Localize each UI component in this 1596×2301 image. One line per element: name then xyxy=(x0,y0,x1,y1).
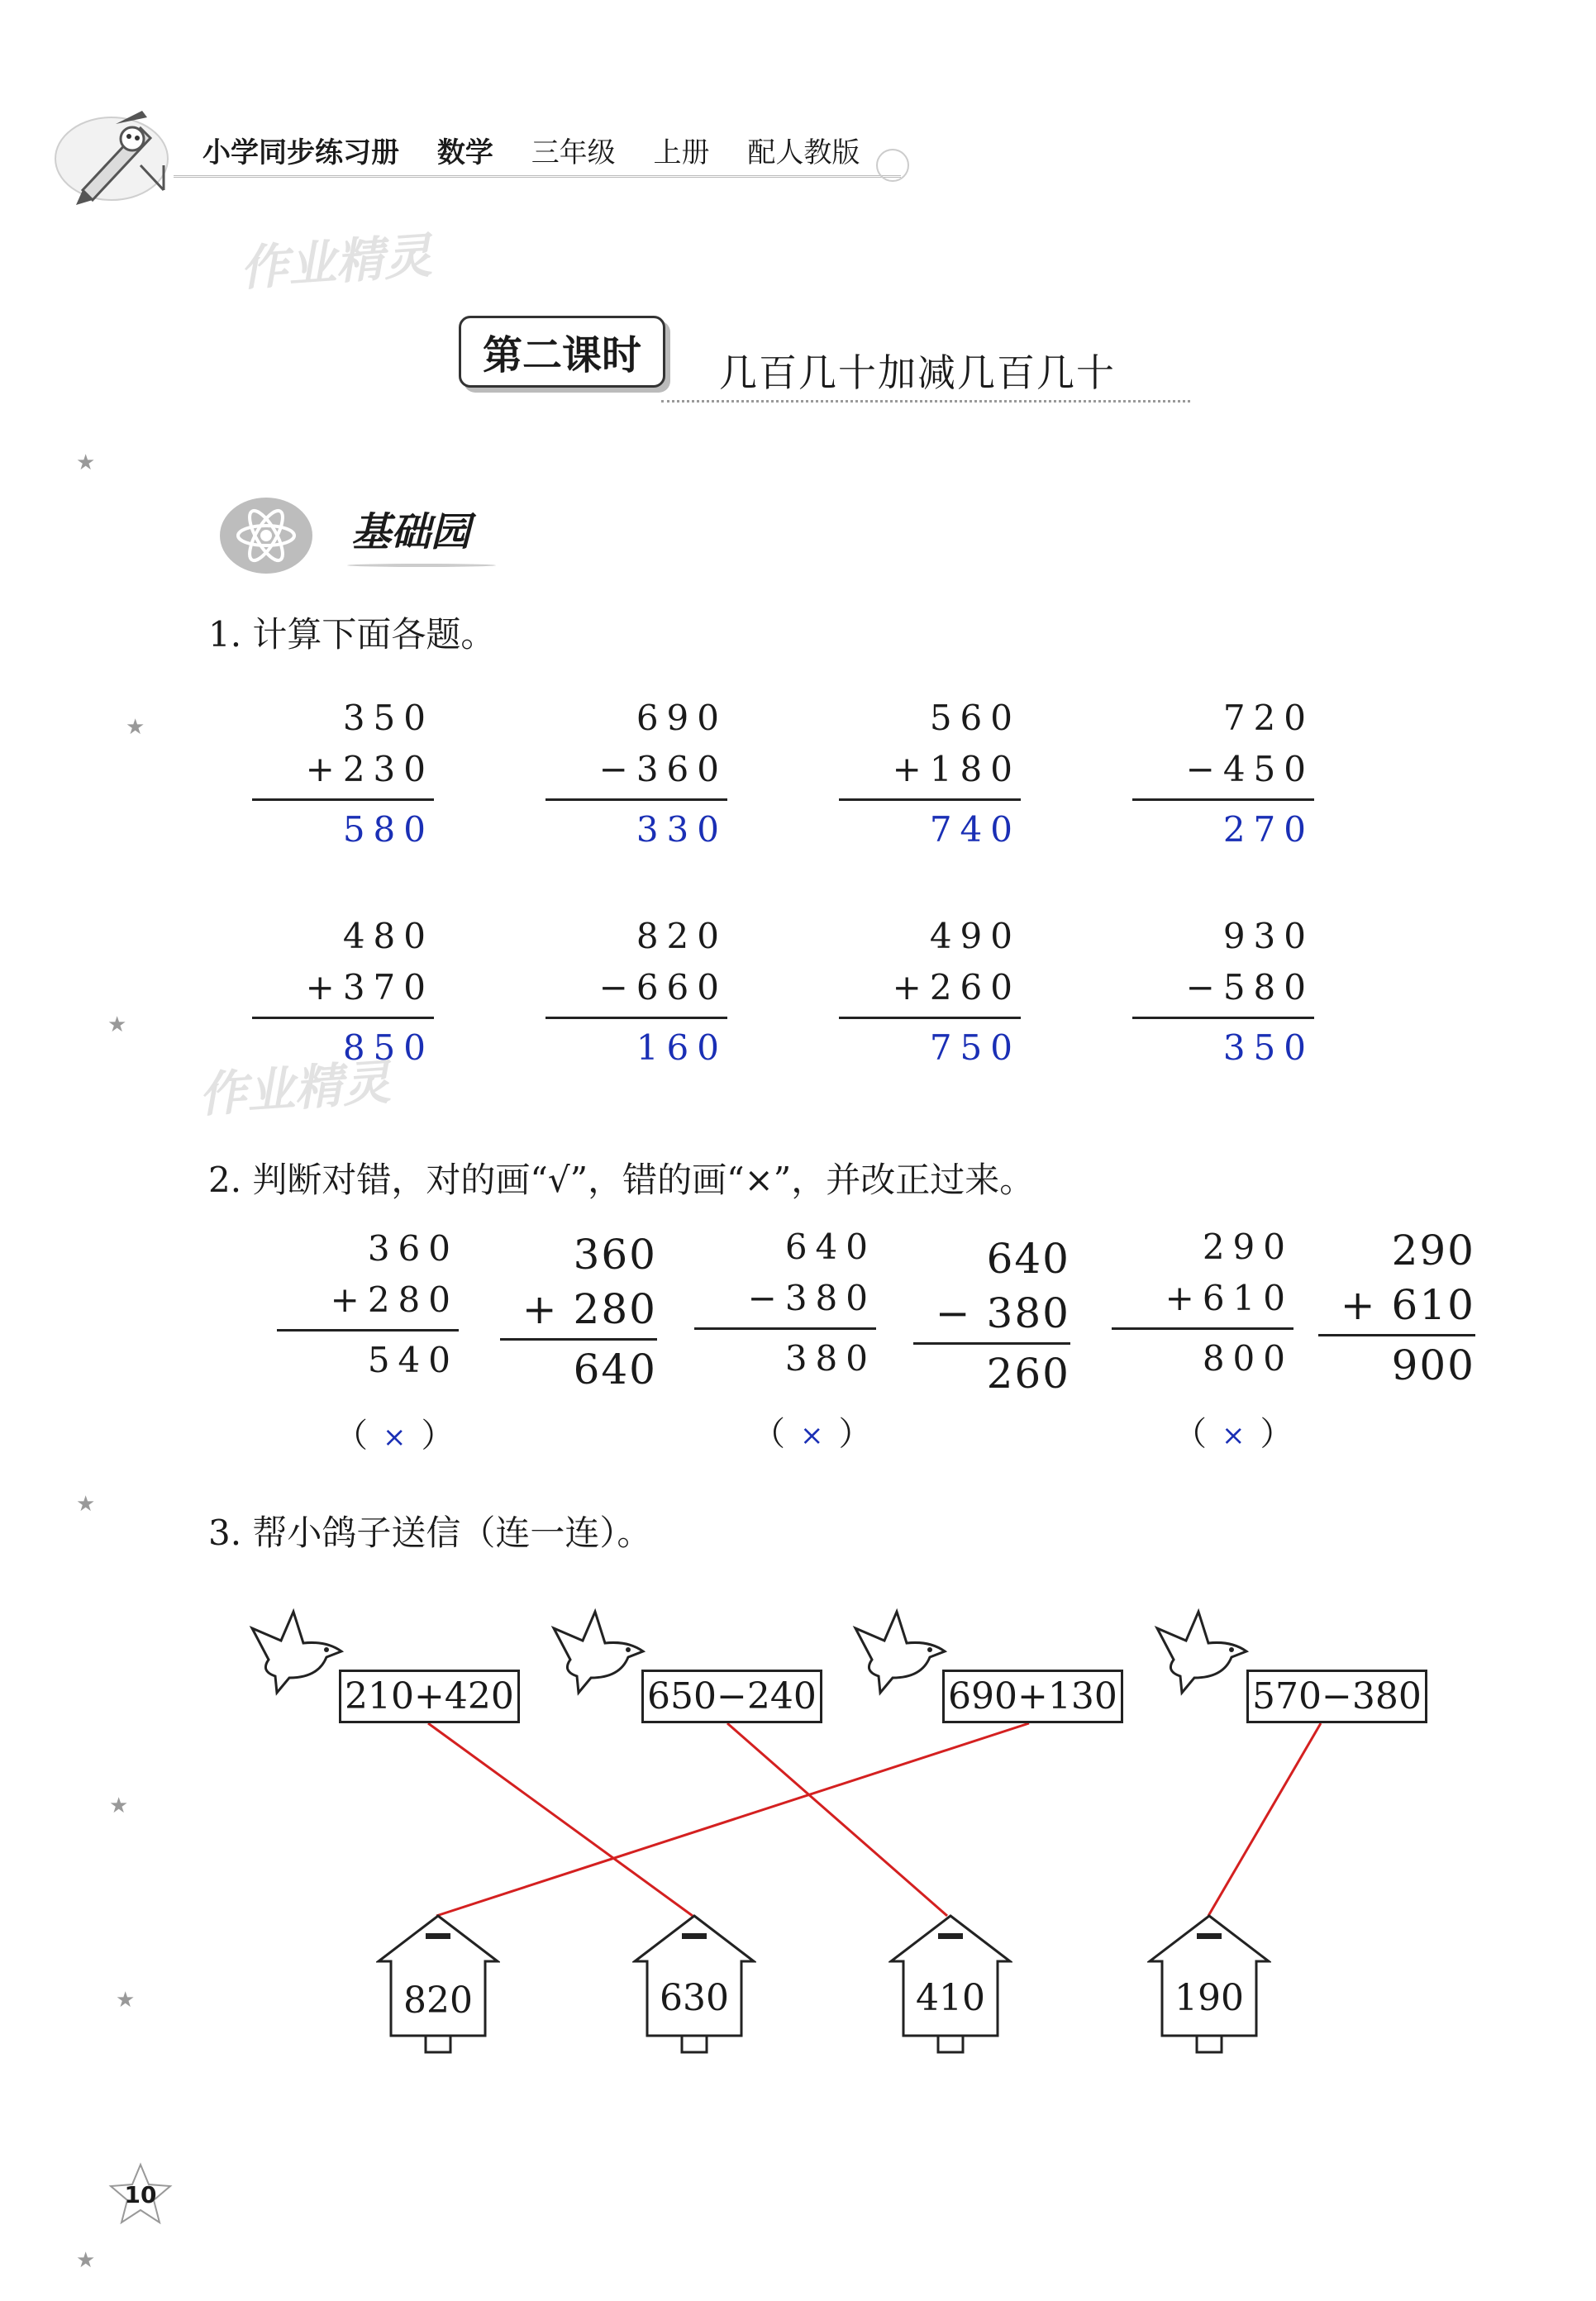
operand-bottom: +260 xyxy=(892,967,1021,1008)
operand-bottom: −450 xyxy=(1185,749,1314,789)
star-icon: ★ xyxy=(109,1794,129,1818)
operand-top: 930 xyxy=(1222,916,1314,956)
answer: 350 xyxy=(1222,1027,1314,1068)
operand-bottom: +280 xyxy=(330,1279,459,1320)
watermark-top: 作业精灵 xyxy=(238,226,434,297)
pigeon-icon xyxy=(847,1595,955,1703)
paren-open: （ xyxy=(1174,1415,1207,1453)
answer: 160 xyxy=(636,1027,727,1068)
pigeon-icon xyxy=(545,1595,653,1703)
watermark-middle: 作业精灵 xyxy=(197,1053,393,1123)
operand-bottom: + 280 xyxy=(522,1285,657,1333)
expression-box: 570−380 xyxy=(1246,1670,1427,1723)
q2-title: 2. 判断对错，对的画“√”，错的画“×”，并改正过来。 xyxy=(208,1160,1035,1200)
operand-top: 290 xyxy=(1202,1227,1293,1267)
expression-box: 650−240 xyxy=(641,1670,822,1723)
match-line xyxy=(727,1723,947,1916)
header-book: 小学同步练习册 xyxy=(202,136,399,169)
operand-top: 720 xyxy=(1222,698,1314,738)
operand-bottom: +180 xyxy=(892,749,1021,789)
q1-title: 1. 计算下面各题。 xyxy=(208,614,496,655)
operand-top: 640 xyxy=(986,1235,1070,1283)
pigeon-icon xyxy=(244,1595,351,1703)
answer: 740 xyxy=(929,809,1021,850)
given-result: 540 xyxy=(367,1340,459,1380)
q3-title: 3. 帮小鸽子送信（连一连）。 xyxy=(208,1513,652,1553)
paren-open: （ xyxy=(335,1417,368,1455)
corrected-result: 900 xyxy=(1391,1341,1475,1389)
judgement-mark: × xyxy=(1222,1419,1246,1452)
operand-top: 640 xyxy=(784,1227,876,1267)
operand-top: 490 xyxy=(929,916,1021,956)
given-result: 380 xyxy=(784,1338,876,1379)
paren-open: （ xyxy=(752,1415,785,1453)
operand-bottom: −660 xyxy=(598,967,727,1008)
header-volume: 上册 xyxy=(653,136,710,169)
corrected-result: 640 xyxy=(573,1346,657,1393)
operand-top: 480 xyxy=(342,916,434,956)
house-number: 410 xyxy=(916,1977,985,2019)
house-number: 190 xyxy=(1174,1977,1244,2019)
operand-bottom: −380 xyxy=(747,1278,876,1318)
operand-top: 360 xyxy=(573,1231,657,1279)
operand-top: 350 xyxy=(342,698,434,738)
lesson-title: 几百几十加减几百几十 xyxy=(719,350,1116,395)
judgement-mark: × xyxy=(383,1421,407,1454)
answer: 580 xyxy=(342,809,434,850)
section-title: 基础园 xyxy=(351,509,471,555)
judgement-mark: × xyxy=(800,1419,824,1452)
paren-close: ） xyxy=(1260,1415,1293,1453)
match-line xyxy=(1208,1723,1321,1916)
pigeon-icon xyxy=(1149,1595,1256,1703)
house-number: 630 xyxy=(660,1977,729,2019)
answer: 270 xyxy=(1222,809,1314,850)
answer: 750 xyxy=(929,1027,1021,1068)
page-number-badge xyxy=(107,2161,174,2227)
star-icon: ★ xyxy=(76,2248,96,2273)
operand-bottom: +610 xyxy=(1165,1278,1293,1318)
corrected-result: 260 xyxy=(986,1350,1070,1398)
house-number: 820 xyxy=(403,1979,473,2022)
operand-bottom: −360 xyxy=(598,749,727,789)
answer: 850 xyxy=(342,1027,434,1068)
star-icon: ★ xyxy=(116,1988,136,2013)
operand-bottom: +230 xyxy=(305,749,434,789)
operand-top: 820 xyxy=(636,916,727,956)
operand-top: 560 xyxy=(929,698,1021,738)
operand-top: 360 xyxy=(367,1228,459,1269)
operand-bottom: − 380 xyxy=(935,1289,1070,1337)
page-number: 10 xyxy=(124,2181,157,2208)
operand-top: 290 xyxy=(1391,1227,1475,1274)
operand-bottom: + 610 xyxy=(1340,1281,1475,1329)
given-result: 800 xyxy=(1202,1338,1293,1379)
header-edition: 配人教版 xyxy=(747,136,860,169)
operand-bottom: +370 xyxy=(305,967,434,1008)
match-line xyxy=(436,1723,1029,1916)
star-icon: ★ xyxy=(107,1012,127,1037)
star-icon: ★ xyxy=(76,450,96,475)
star-icon: ★ xyxy=(76,1492,96,1517)
expression-box: 210+420 xyxy=(339,1670,520,1723)
lesson-label: 第二课时 xyxy=(459,316,665,388)
operand-top: 690 xyxy=(636,698,727,738)
paren-close: ） xyxy=(421,1417,455,1455)
header-grade: 三年级 xyxy=(531,136,616,169)
header-subject: 数学 xyxy=(436,136,493,169)
paren-close: ） xyxy=(838,1415,872,1453)
answer: 330 xyxy=(636,809,727,850)
star-icon: ★ xyxy=(126,715,145,740)
operand-bottom: −580 xyxy=(1185,967,1314,1008)
match-line xyxy=(428,1723,693,1916)
expression-box: 690+130 xyxy=(942,1670,1123,1723)
